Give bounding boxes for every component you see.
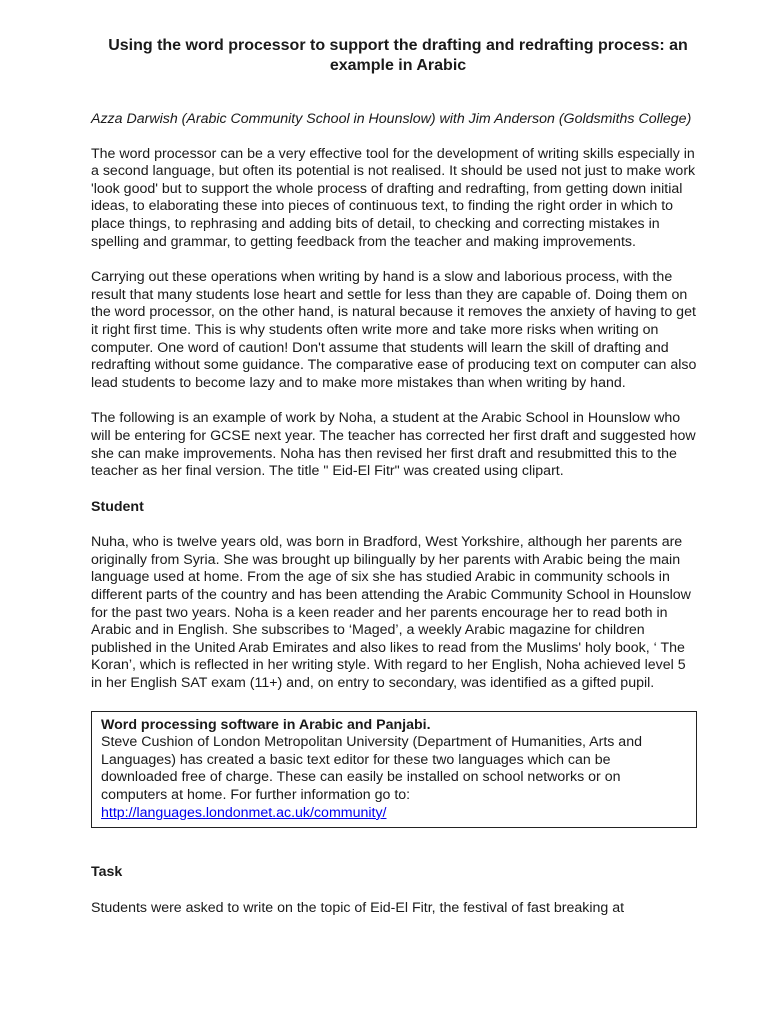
handwriting-paragraph: Carrying out these operations when writing by hand is a slow and laborious process, with the result that many students lose heart and settle for less than they are capable of. Doing them on the word processor, on the other hand, is natural because it removes the anxiety of having to get it right first time. This is why students often write more and take more risks when writing on computer. One word of caution! Don't assume that students will learn the skill of drafting and redrafting without some guidance. The comparative ease of producing text on computer can also lead students to become lazy and to make more mistakes than when writing by hand. [91,269,697,391]
student-paragraph: Nuha, who is twelve years old, was born in Bradford, West Yorkshire, although her parents are originally from Syria. She was brought up bilingually by her parents with Arabic being the main language used at home. From the age of six she has studied Arabic in community schools in different parts of the country and has been attending the Arabic Community School in Hounslow for the past two years. Noha is a keen reader and her parents encourage her to read both in Arabic and in English. She subscribes to ‘Maged’, a weekly Arabic magazine for children published in the United Arab Emirates and also likes to read from the Muslims' holy book, ‘ The Koran’, which is reflected in her writing style. With regard to her English, Noha achieved level 5 in her English SAT exam (11+) and, on entry to secondary, was identified as a gifted pupil. [91,534,691,692]
document-title: Using the word processor to support the drafting and redrafting process: an example in Arabic [108,37,688,74]
intro-paragraph: The word processor can be a very effective tool for the development of writing skills especially in a second language, but often its potential is not realised. It should be used not just to make work 'look good' but to support the whole process of drafting and redrafting, from getting down initial ideas, to elaborating these into pieces of continuous text, to finding the right order in which to place things, to rephrasing and adding bits of detail, to checking and correcting mistakes in spelling and grammar, to getting feedback from the teacher and making improvements. [91,145,696,250]
box-title: Word processing software in Arabic and Panjabi. [101,716,431,733]
software-info-box [91,711,697,829]
student-heading: Student [91,498,144,515]
box-body: Steve Cushion of London Metropolitan University (Department of Humanities, Arts and Languages) has created a basic text editor for these two languages which can be downloaded free of charge. These can easily be installed on school networks or on computers at home. For further information go to: [101,734,642,803]
document-page [91,36,697,917]
authors-line: Azza Darwish (Arabic Community School in Hounslow) with Jim Anderson (Goldsmiths College) [91,111,692,127]
task-paragraph: Students were asked to write on the topic of Eid-El Fitr, the festival of fast breaking at [91,899,625,916]
community-link[interactable]: http://languages.londonmet.ac.uk/community/ [101,804,387,821]
task-heading: Task [91,864,123,881]
example-paragraph: The following is an example of work by Noha, a student at the Arabic School in Hounslow who will be entering for GCSE next year. The teacher has corrected her first draft and suggested how she can make improvements. Noha has then revised her first draft and resubmitted this to the teacher as her final version. The title " Eid-El Fitr" was created using clipart. [91,410,696,480]
